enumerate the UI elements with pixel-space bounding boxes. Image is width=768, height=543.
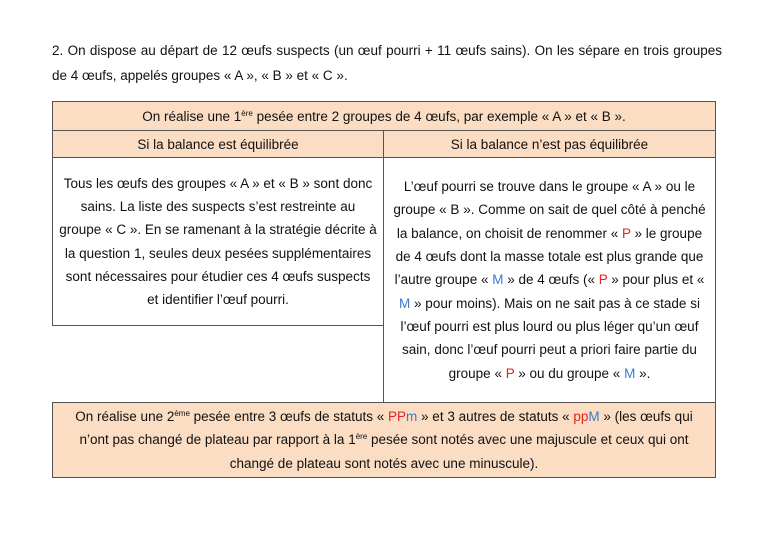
label-p: P	[598, 272, 608, 288]
balanced-case-text: Tous les œufs des groupes « A » et « B » sont donc sains. La liste des suspects s’est restreinte au groupe « C ». En se ramenant à la stratégie décrite à la question 1, seules deux pesées supplémentaires sont nécessaires pour étudier ces 4 œufs suspects et identifier l’œuf pourri.	[52, 157, 384, 326]
status-lowercase: m	[406, 408, 418, 424]
label-m: M	[492, 272, 504, 288]
label-m: M	[399, 295, 411, 311]
label-p: P	[622, 225, 631, 241]
unbalanced-column-title: Si la balance n’est pas équilibrée	[383, 130, 716, 158]
first-weighing-header: On réalise une 1ère pesée entre 2 groupes de 4 œufs, par exemple « A » et « B ».	[52, 101, 716, 131]
second-weighing-footer: On réalise une 2ème pesée entre 3 œufs de statuts « PPm » et 3 autres de statuts « ppM » (les œufs qui n’ont pas changé de plateau par rapport à la 1ère pesée sont notés avec une majuscule et ceux qui ont changé de plateau sont notés avec une minuscule).	[52, 402, 716, 478]
question-intro	[52, 38, 722, 88]
status-lowercase: pp	[573, 408, 589, 424]
status-uppercase: M	[588, 408, 600, 424]
intro-text: 2. On dispose au départ de 12 œufs suspects (un œuf pourri + 11 œufs sains). On les sépare en trois groupes de 4 œufs, appelés groupes « A », « B » et « C ».	[52, 43, 722, 83]
balanced-column-title: Si la balance est équilibrée	[52, 130, 384, 158]
label-p: P	[505, 365, 515, 381]
status-uppercase: PP	[388, 408, 407, 424]
unbalanced-case-text: L’œuf pourri se trouve dans le groupe « A » ou le groupe « B ». Comme on sait de quel côté à penché la balance, on choisit de renommer « P » le groupe de 4 œufs dont la masse totale est plus grande que l’autre groupe « M » de 4 œufs (« P » pour plus et « M » pour moins). Mais on ne sait pas à ce stade si l’œuf pourri est plus lourd ou plus léger qu’un œuf sain, donc l’œuf pourri peut a priori faire partie du groupe « P » ou du groupe « M ».	[383, 157, 716, 403]
label-m: M	[624, 365, 636, 381]
